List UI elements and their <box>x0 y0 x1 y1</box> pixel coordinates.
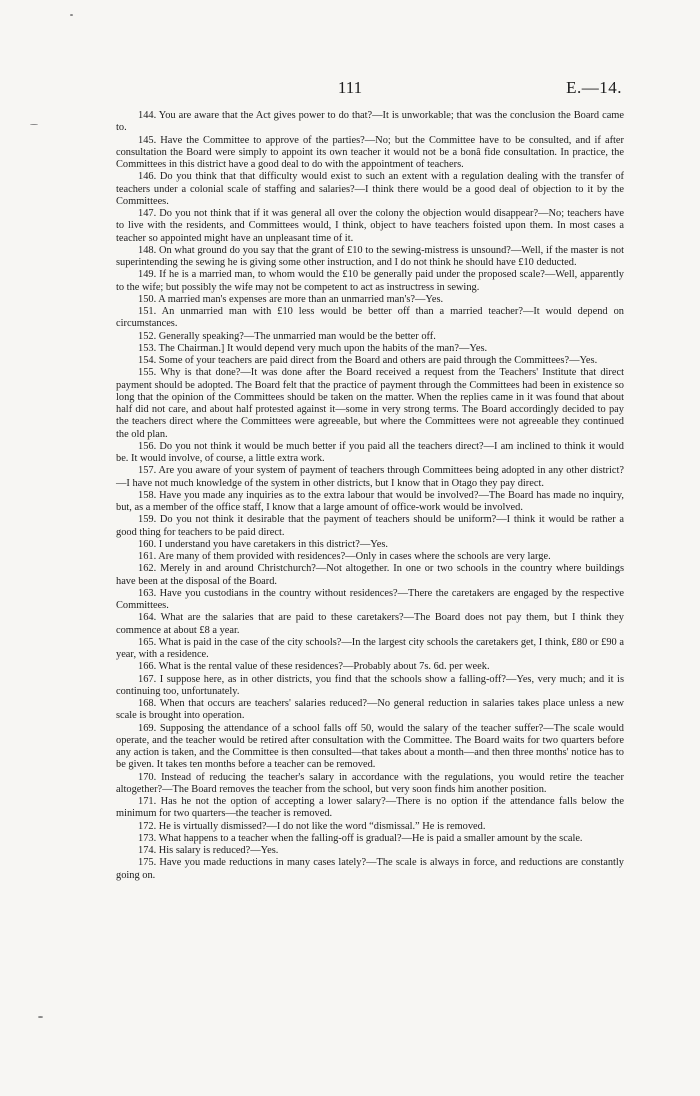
paragraph: 164. What are the salaries that are paid to these caretakers?—The Board does not pay them, but I think they commence at about £8 a year. <box>116 612 624 636</box>
paragraph: 162. Merely in and around Christchurch?—Not altogether. In one or two schools in the country where buildings have been at the disposal of the Board. <box>116 563 624 587</box>
paragraph: 172. He is virtually dismissed?—I do not like the word “dismissal.” He is removed. <box>138 820 486 832</box>
paragraph: 148. On what ground do you say that the grant of £10 to the sewing-mistress is unsound?—Well, if the master is not superintending the sewing he is giving some other instruction, and I do not think he should have £10 deducted. <box>116 244 624 268</box>
scan-speck <box>30 124 38 125</box>
paragraph: 145. Have the Committee to approve of the parties?—No; but the Committee have to be consulted, and if after consultation the Board were simply to appoint its own teacher it would not be a bonâ fide consultation. In practice, the Committees in this district have a good deal to do with the appointment of teachers. <box>116 134 624 170</box>
paragraph: 157. Are you aware of your system of payment of teachers through Committees being adopted in any other district?—I have not much knowledge of the system in other districts, but I know that in Otago they pay direct. <box>116 465 624 489</box>
paragraph: 149. If he is a married man, to whom would the £10 be generally paid under the proposed scale?—Well, apparently to the wife; but possibly the wife may not be competent to act as instructress in sewing. <box>116 269 624 293</box>
paragraph: 166. What is the rental value of these residences?—Probably about 7s. 6d. per week. <box>138 661 490 673</box>
paragraph: 169. Supposing the attendance of a school falls off 50, would the salary of the teacher suffer?—The scale would operate, and the teacher would be retired after consultation with the Committee. The Board waits for two quarters before any action is taken, and the Committee is then consulted—that takes about a month—and then three months' notice has to be given. It takes ten months before a teacher can be removed. <box>116 722 624 771</box>
page-number: 111 <box>337 78 363 97</box>
paragraph: 147. Do you not think that if it was general all over the colony the objection would disappear?—No; teachers have to live with the residents, and Committees would, I think, object to have teachers foisted upon them. In most cases a teacher so appointed might have an unpleasant time of it. <box>116 208 624 244</box>
paragraph: 159. Do you not think it desirable that the payment of teachers should be uniform?—I think it would be rather a good thing for teachers to be paid direct. <box>116 514 624 538</box>
page-body <box>116 110 624 882</box>
paragraph: 174. His salary is reduced?—Yes. <box>138 845 279 856</box>
paragraph: 154. Some of your teachers are paid direct from the Board and others are paid through the Committees?—Yes. <box>138 355 598 366</box>
paragraph: 165. What is paid in the case of the city schools?—In the largest city schools the caretakers get, I think, £80 or £90 a year, with a residence. <box>116 636 624 660</box>
paragraph: 161. Are many of them provided with residences?—Only in cases where the schools are very large. <box>138 551 551 562</box>
paragraph: 153. The Chairman.] It would depend very much upon the habits of the man?—Yes. <box>138 342 488 354</box>
paragraph: 167. I suppose here, as in other districts, you find that the schools show a falling-off?—Yes, very much; and it is continuing too, unfortunately. <box>116 673 624 697</box>
scan-speck <box>70 14 73 16</box>
paragraph: 173. What happens to a teacher when the falling-off is gradual?—He is paid a smaller amount by the scale. <box>138 832 583 844</box>
scan-speck <box>38 1016 43 1018</box>
paragraph: 146. Do you think that that difficulty would exist to such an extent with a regulation dealing with the transfer of teachers under a colonial scale of staffing and salaries?—I think there would be a good deal of objection to it by the Committees. <box>116 171 624 207</box>
paragraph: 160. I understand you have caretakers in this district?—Yes. <box>138 538 388 550</box>
paragraph: 144. You are aware that the Act gives power to do that?—It is unworkable; that was the conclusion the Board came to. <box>116 110 624 134</box>
paragraph: 151. An unmarried man with £10 less would be better off than a married teacher?—It would depend on circumstances. <box>116 306 624 330</box>
paragraph: 158. Have you made any inquiries as to the extra labour that would be involved?—The Board has made no inquiry, but, as a member of the office staff, I know that a large amount of office-work would be involved. <box>116 489 624 513</box>
paragraph: 163. Have you custodians in the country without residences?—There the caretakers are engaged by the respective Committees. <box>116 587 624 611</box>
paragraph: 168. When that occurs are teachers' salaries reduced?—No general reduction in salaries takes place unless a new scale is brought into operation. <box>116 698 624 722</box>
document-code: E.—14. <box>566 78 622 97</box>
paragraph: 156. Do you not think it would be much better if you paid all the teachers direct?—I am inclined to think it would be. It would involve, of course, a little extra work. <box>116 440 624 464</box>
paragraph: 152. Generally speaking?—The unmarried man would be the better off. <box>138 330 436 342</box>
paragraph: 150. A married man's expenses are more than an unmarried man's?—Yes. <box>138 293 444 305</box>
paragraph: 175. Have you made reductions in many cases lately?—The scale is always in force, and reductions are constantly going on. <box>116 857 624 881</box>
paragraph: 155. Why is that done?—It was done after the Board received a request from the Teachers' Institute that direct payment should be adopted. The Board felt that the practice of payment through the Committees had been in existence so long that the opinion of the Committees should be taken on the matter. When the replies came in it was found that about half did not care, and about half protested against it—some in very strong terms. The Board accordingly decided to pay the teachers direct where the Committees were agreeable, but where the Committees were not agreeable they continued the old plan. <box>116 367 624 440</box>
paragraph: 171. Has he not the option of accepting a lower salary?—There is no option if the attendance falls below the minimum for two quarters—the teacher is removed. <box>116 796 624 820</box>
paragraph: 170. Instead of reducing the teacher's salary in accordance with the regulations, you would retire the teacher altogether?—The Board removes the teacher from the school, but very soon finds him another position. <box>116 771 624 795</box>
